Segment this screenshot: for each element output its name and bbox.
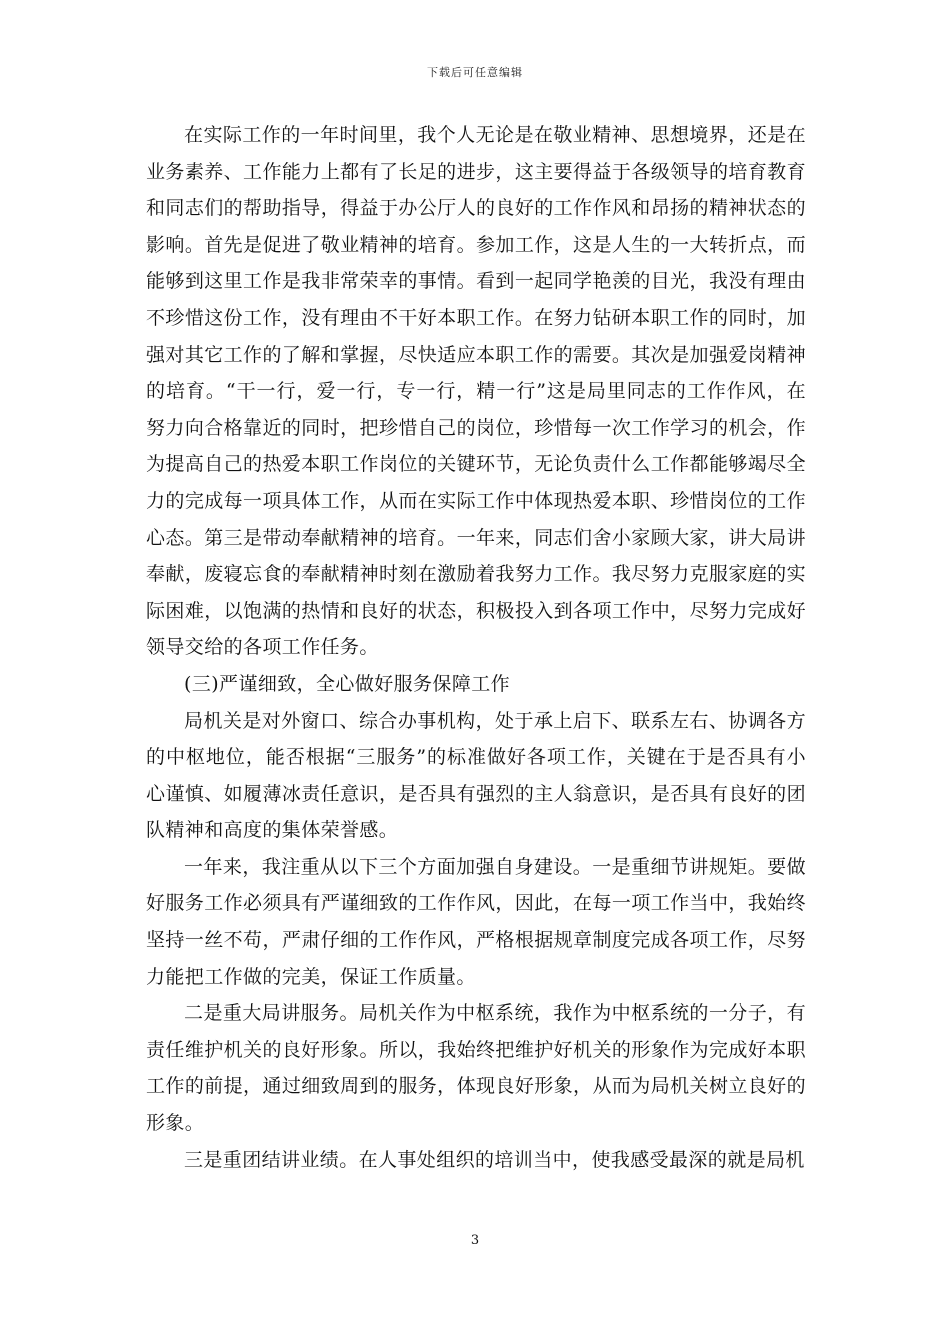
page-header: 下载后可任意编辑 <box>427 66 523 79</box>
paragraph-overall-service: 二是重大局讲服务。局机关作为中枢系统，我作为中枢系统的一分子，有责任维护机关的良好形象。所以，我始终把维护好机关的形象作为完成好本职工作的前提，通过细致周到的服务，体现良好形象，从而为局机关树立良好的形象。 <box>146 1002 806 1135</box>
page-number: 3 <box>470 1233 480 1248</box>
document-body <box>146 117 806 1178</box>
section-heading-service: (三)严谨细致，全心做好服务保障工作 <box>184 672 511 695</box>
paragraph-self-building: 一年来，我注重从以下三个方面加强自身建设。一是重细节讲规矩。要做好服务工作必须具有严谨细致的工作作风，因此，在每一项工作当中，我始终坚持一丝不苟，严肃仔细的工作作风，严格根据规章制度完成各项工作，尽努力能把工作做的完美，保证工作质量。 <box>146 855 806 988</box>
paragraph-bureau-role: 局机关是对外窗口、综合办事机构，处于承上启下、联系左右、协调各方的中枢地位，能否根据“三服务”的标准做好各项工作，关键在于是否具有小心谨慎、如履薄冰责任意识，是否具有强烈的主人翁意识，是否具有良好的团队精神和高度的集体荣誉感。 <box>146 709 806 842</box>
paragraph-unity-performance: 三是重团结讲业绩。在人事处组织的培训当中，使我感受最深的就是局机 <box>184 1148 805 1171</box>
paragraph-work-experience: 在实际工作的一年时间里，我个人无论是在敬业精神、思想境界，还是在业务素养、工作能力上都有了长足的进步，这主要得益于各级领导的培育教育和同志们的帮助指导，得益于办公厅人的良好的工作作风和昂扬的精神状态的影响。首先是促进了敬业精神的培育。参加工作，这是人生的一大转折点，而能够到这里工作是我非常荣幸的事情。看到一起同学艳羡的目光，我没有理由不珍惜这份工作，没有理由不干好本职工作。在努力钻研本职工作的同时，加强对其它工作的了解和掌握，尽快适应本职工作的需要。其次是加强爱岗精神的培育。“干一行，爱一行，专一行，精一行”这是局里同志的工作作风，在努力向合格靠近的同时，把珍惜自己的岗位，珍惜每一次工作学习的机会，作为提高自己的热爱本职工作岗位的关键环节，无论负责什么工作都能够竭尽全力的完成每一项具体工作，从而在实际工作中体现热爱本职、珍惜岗位的工作心态。第三是带动奉献精神的培育。一年来，同志们舍小家顾大家，讲大局讲奉献，废寝忘食的奉献精神时刻在激励着我努力工作。我尽努力克服家庭的实际困难，以饱满的热情和良好的状态，积极投入到各项工作中，尽努力完成好领导交给的各项工作任务。 <box>146 124 806 659</box>
